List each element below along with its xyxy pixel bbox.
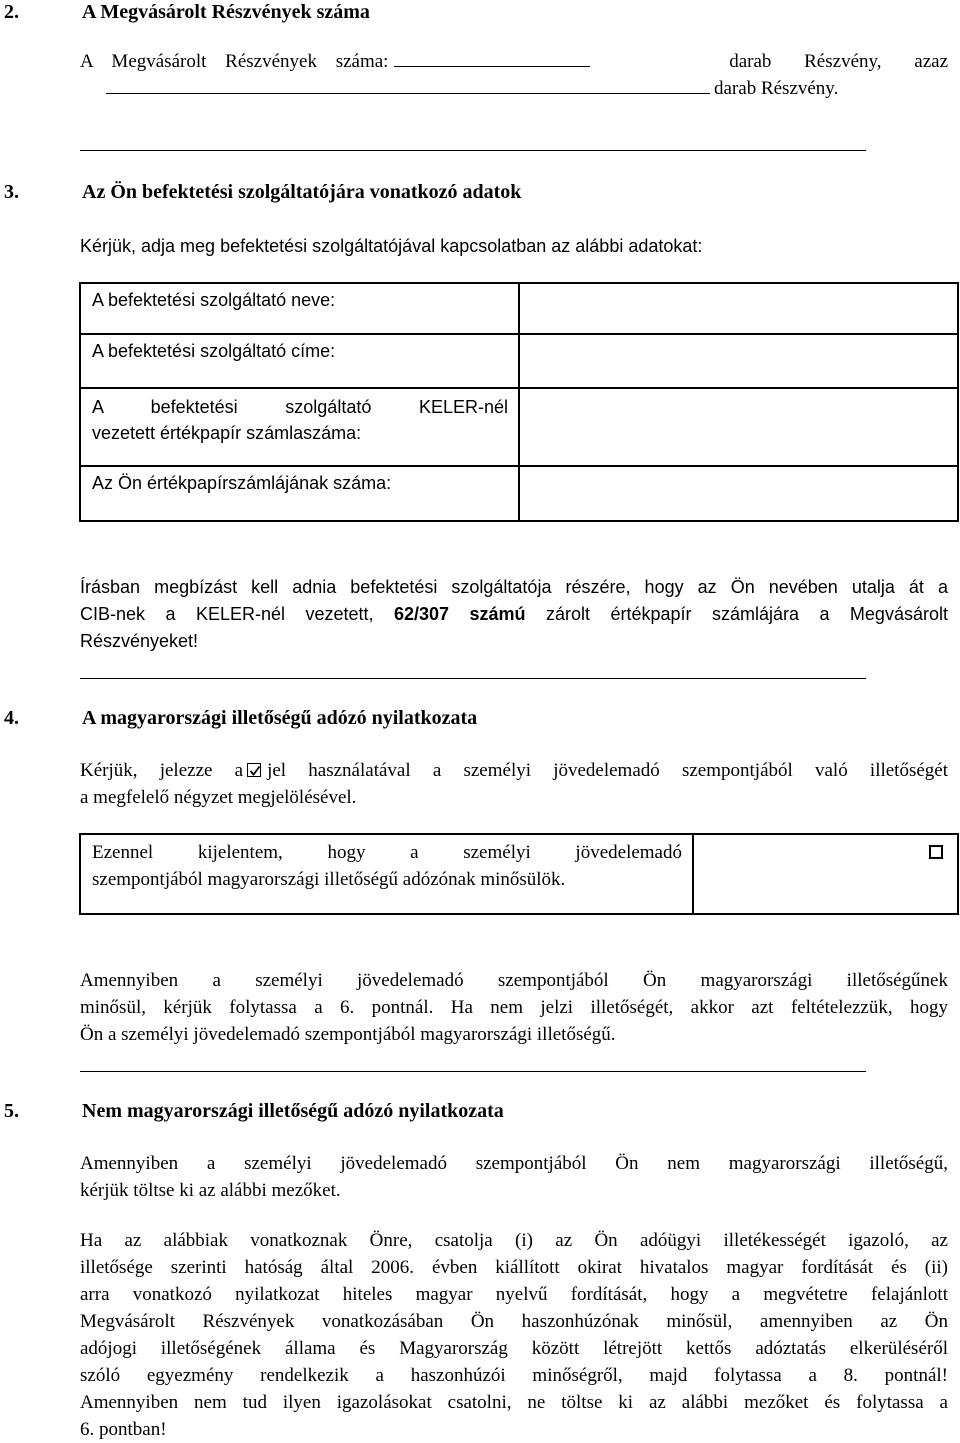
section-4-heading <box>4 706 477 730</box>
section-5-paragraph-1 <box>80 1150 948 1204</box>
section-title: A magyarországi illetőségű adózó nyilatkozata <box>82 707 478 729</box>
intro-end: jel használatával a személyi jövedelemadó szempontjából való illetőségét <box>267 760 948 781</box>
keler-account-label-line2: vezetett értékpapír számlaszáma: <box>92 423 362 443</box>
declaration-text-cell <box>80 834 693 914</box>
section-2-heading <box>4 0 370 24</box>
keler-account-label-line1: A befektetési szolgáltató KELER-nél <box>92 397 508 417</box>
broker-data-table <box>79 282 959 522</box>
instruction-line-3: Részvényeket! <box>80 631 199 651</box>
paragraph-line: Amennyiben a személyi jövedelemadó szempontjából Ön magyarországi illetőségűnek <box>80 970 948 991</box>
shares-count-label: A Megvásárolt Részvények száma: <box>80 51 389 72</box>
instruction-line-1: Írásban megbízást kell adnia befektetési szolgáltatója részére, hogy az Ön nevében utalja át a <box>80 577 948 597</box>
table-row <box>80 388 958 466</box>
table-row <box>80 834 958 914</box>
shares-count-blank[interactable] <box>394 50 590 67</box>
keler-account-field[interactable] <box>519 388 958 466</box>
keler-account-label <box>81 389 518 446</box>
section-divider <box>80 678 866 679</box>
table-row <box>80 466 958 521</box>
section-number: 3. <box>4 181 19 203</box>
intro-start: Kérjük, jelezze a <box>80 760 244 781</box>
instruction-line-2 <box>80 601 948 628</box>
section-3-heading <box>4 180 521 204</box>
table-label-cell <box>80 283 519 334</box>
broker-address-label: A befektetési szolgáltató címe: <box>92 341 336 361</box>
table-label-cell <box>80 388 519 466</box>
paragraph-line: 6. pontban! <box>80 1419 167 1440</box>
section-4-intro-line-1 <box>80 757 948 784</box>
shares-words-suffix: darab Részvény. <box>714 78 839 99</box>
section-5-heading <box>4 1099 504 1123</box>
shares-count-suffix: darab Részvény, azaz <box>729 51 948 72</box>
paragraph-line: Amennyiben nem tud ilyen igazolásokat csatolni, ne töltse ki az alábbi mezőket és folytassa a <box>80 1392 948 1413</box>
instruction-line-2-start: CIB-nek a KELER-nél vezetett, <box>80 604 374 624</box>
section-4-paragraph <box>80 967 948 1048</box>
instruction-line-2-end: zárolt értékpapír számlájára a Megvásárolt <box>545 604 948 624</box>
checkmark-icon <box>247 763 261 777</box>
declaration-line-2: szempontjából magyarországi illetőségű adózónak minősülök. <box>92 869 566 890</box>
shares-count-line <box>80 48 948 75</box>
paragraph-line: Megvásárolt Részvények vonatkozásában Ön haszonhúzónak minősül, amennyiben az Ön <box>80 1311 948 1332</box>
paragraph-line: adójogi illetőségének állama és Magyarország között létrejött kettős adóztatás elkerüléséről <box>80 1338 948 1359</box>
paragraph-line: minősül, kérjük folytassa a 6. pontnál. Ha nem jelzi illetőségét, akkor azt feltételezzük, hogy <box>80 997 948 1018</box>
resident-declaration-table <box>79 833 959 915</box>
securities-account-label: Az Ön értékpapírszámlájának száma: <box>92 473 392 493</box>
paragraph-line: arra vonatkozó nyilatkozat hiteles magyar nyelvű fordítását, hogy a megvétetre felajánlott <box>80 1284 948 1305</box>
paragraph-line: kérjük töltse ki az alábbi mezőket. <box>80 1180 341 1201</box>
table-row <box>80 283 958 334</box>
broker-address-field[interactable] <box>519 334 958 388</box>
section-number: 5. <box>4 1100 19 1122</box>
section-4-intro <box>80 757 948 811</box>
section-number: 2. <box>4 1 19 23</box>
table-row <box>80 334 958 388</box>
paragraph-line: Ön a személyi jövedelemadó szempontjából magyarországi illetőségű. <box>80 1024 616 1045</box>
shares-words-line <box>106 75 838 102</box>
section-3-intro: Kérjük, adja meg befektetési szolgáltatójával kapcsolatban az alábbi adatokat: <box>80 236 703 256</box>
section-4-intro-line-2: a megfelelő négyzet megjelölésével. <box>80 787 357 808</box>
resident-checkbox[interactable] <box>929 845 943 859</box>
table-label-cell <box>80 334 519 388</box>
paragraph-line: szóló egyezmény rendelkezik a haszonhúzói minőségről, majd folytassa a 8. pontnál! <box>80 1365 948 1386</box>
declaration-checkbox-cell <box>693 834 958 914</box>
securities-account-field[interactable] <box>519 466 958 521</box>
broker-name-label: A befektetési szolgáltató neve: <box>92 290 336 310</box>
paragraph-line: Ha az alábbiak vonatkoznak Önre, csatolja (i) az Ön adóügyi illetékességét igazoló, az <box>80 1230 948 1251</box>
account-number-bold: 62/307 számú <box>393 604 526 624</box>
section-divider <box>80 1071 866 1072</box>
shares-words-blank[interactable] <box>106 77 710 94</box>
table-label-cell <box>80 466 519 521</box>
section-5-paragraph-2 <box>80 1227 948 1443</box>
section-title: Az Ön befektetési szolgáltatójára vonatkozó adatok <box>82 181 522 203</box>
section-title: A Megvásárolt Részvények száma <box>82 1 370 23</box>
broker-name-field[interactable] <box>519 283 958 334</box>
section-3-instruction <box>80 574 948 655</box>
paragraph-line: illetősége szerinti hatóság által 2006. évben kiállított okirat hivatalos magyar fordítását és (ii) <box>80 1257 948 1278</box>
section-divider <box>80 150 866 151</box>
declaration-text <box>81 835 692 893</box>
section-number: 4. <box>4 707 19 729</box>
paragraph-line: Amennyiben a személyi jövedelemadó szempontjából Ön nem magyarországi illetőségű, <box>80 1153 948 1174</box>
section-title: Nem magyarországi illetőségű adózó nyilatkozata <box>82 1100 504 1122</box>
declaration-line-1: Ezennel kijelentem, hogy a személyi jövedelemadó <box>92 842 682 863</box>
